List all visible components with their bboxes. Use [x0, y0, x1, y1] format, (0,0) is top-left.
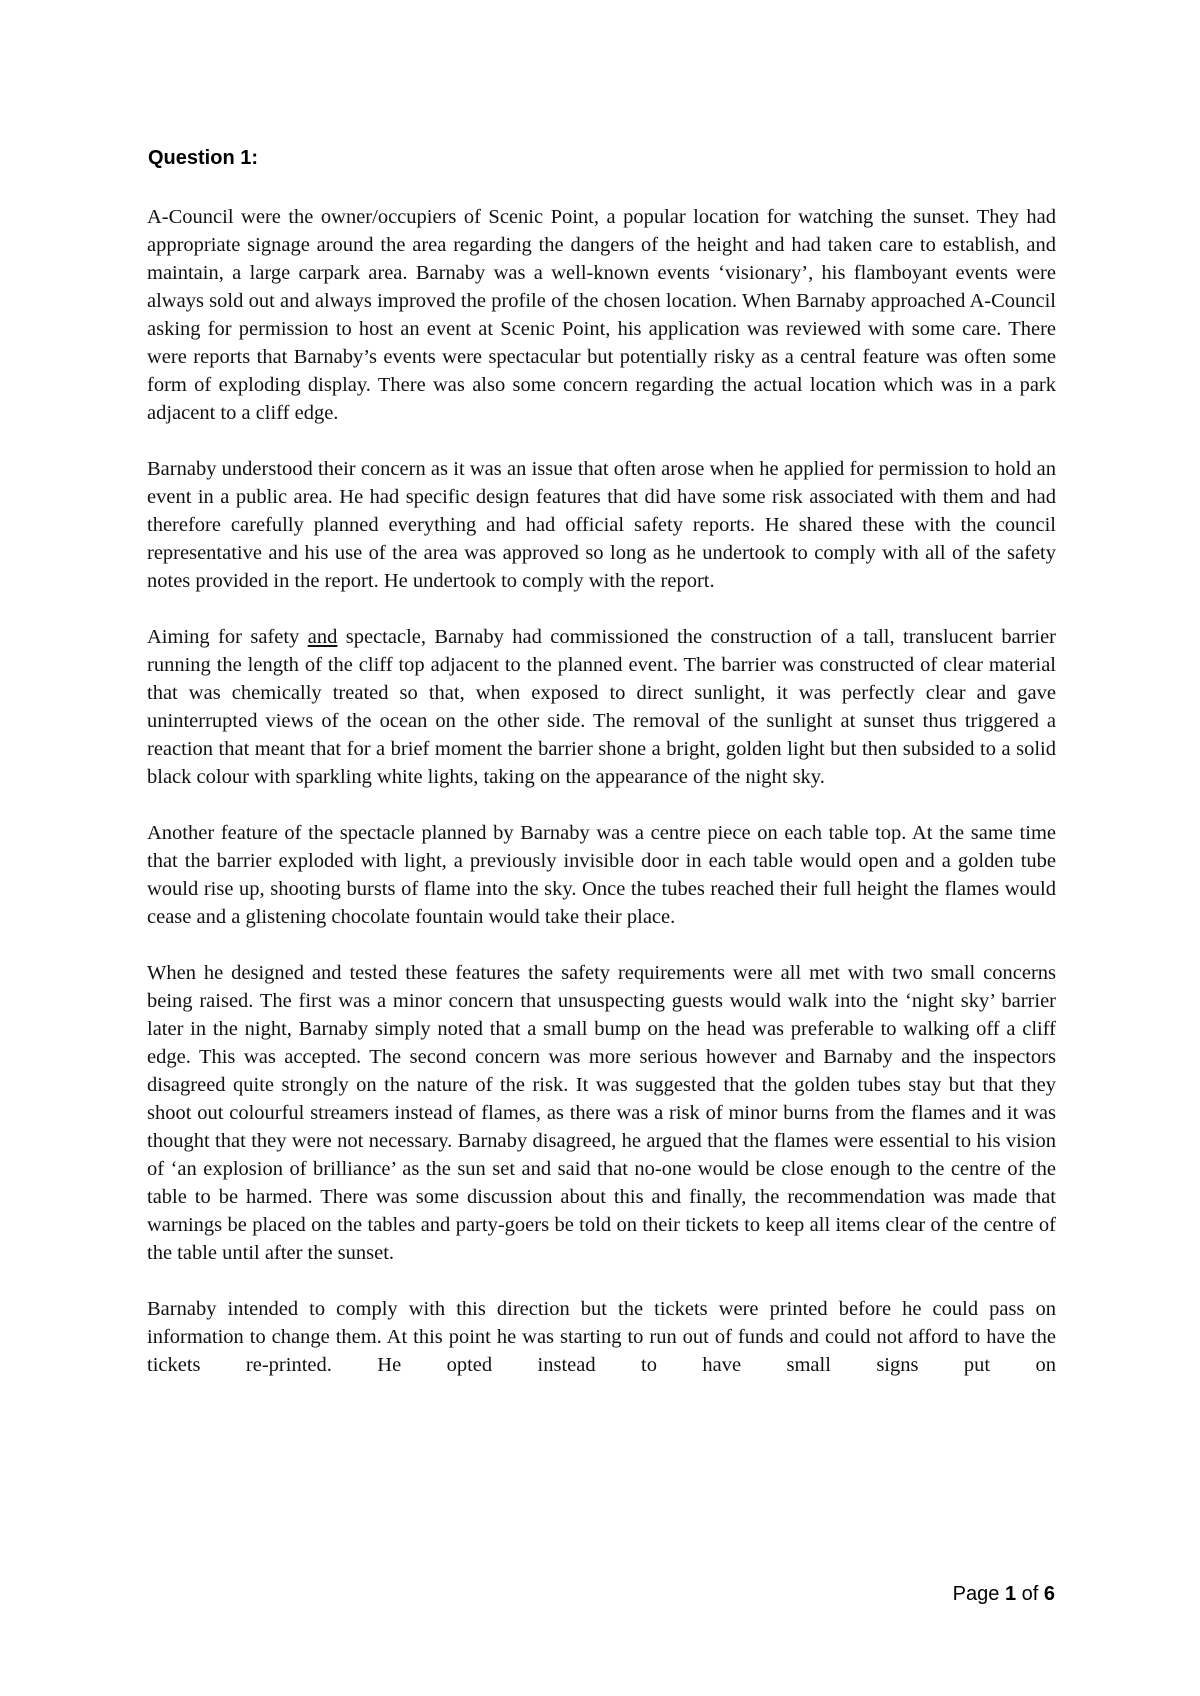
question-heading: Question 1:: [148, 147, 259, 169]
page-label: Page: [952, 1583, 1000, 1605]
current-page-number: 1: [1004, 1583, 1017, 1605]
paragraph-3: [147, 623, 1056, 791]
paragraph-3-start: Aiming for safety: [147, 626, 308, 648]
paragraph-1: A-Council were the owner/occupiers of Scenic Point, a popular location for watching the sunset. They had appropriate signage around the area regarding the dangers of the height and had taken care to establish, and maintain, a large carpark area. Barnaby was a well-known events ‘visionary’, his flamboyant events were always sold out and always improved the profile of the chosen location. When Barnaby approached A-Council asking for permission to host an event at Scenic Point, his application was reviewed with some care. There were reports that Barnaby’s events were spectacular but potentially risky as a central feature was often some form of exploding display. There was also some concern regarding the actual location which was in a park adjacent to a cliff edge.: [147, 206, 1056, 424]
of-label: of: [1021, 1583, 1039, 1605]
total-pages-number: 6: [1043, 1583, 1055, 1605]
paragraph-2: Barnaby understood their concern as it was an issue that often arose when he applied for permission to hold an event in a public area. He had specific design features that did have some risk associated with them and had therefore carefully planned everything and had official safety reports. He shared these with the council representative and his use of the area was approved so long as he undertook to comply with all of the safety notes provided in the report. He undertook to comply with the report.: [147, 458, 1056, 592]
paragraph-4: Another feature of the spectacle planned by Barnaby was a centre piece on each table top. At the same time that the barrier exploded with light, a previously invisible door in each table would open and a golden tube would rise up, shooting bursts of flame into the sky. Once the tubes reached their full height the flames would cease and a glistening chocolate fountain would take their place.: [147, 822, 1056, 928]
paragraph-5: When he designed and tested these features the safety requirements were all met with two small concerns being raised. The first was a minor concern that unsuspecting guests would walk into the ‘night sky’ barrier later in the night, Barnaby simply noted that a small bump on the head was preferable to walking off a cliff edge. This was accepted. The second concern was more serious however and Barnaby and the inspectors disagreed quite strongly on the nature of the risk. It was suggested that the golden tubes stay but that they shoot out colourful streamers instead of flames, as there was a risk of minor burns from the flames and it was thought that they were not necessary. Barnaby disagreed, he argued that the flames were essential to his vision of ‘an explosion of brilliance’ as the sun set and said that no-one would be close enough to the centre of the table to be harmed. There was some discussion about this and finally, the recommendation was made that warnings be placed on the tables and party-goers be told on their tickets to keep all items clear of the centre of the table until after the sunset.: [147, 962, 1056, 1264]
paragraph-6: Barnaby intended to comply with this direction but the tickets were printed before he could pass on information to change them. At this point he was starting to run out of funds and could not afford to have the tickets re-printed. He opted instead to have small signs put on: [147, 1298, 1056, 1376]
page-number: [953, 1583, 1055, 1606]
paragraph-3-rest: spectacle, Barnaby had commissioned the construction of a tall, translucent barrier running the length of the cliff top adjacent to the planned event. The barrier was constructed of clear material that was chemically treated so that, when exposed to direct sunlight, it was perfectly clear and gave uninterrupted views of the ocean on the other side. The removal of the sunlight at sunset thus triggered a reaction that meant that for a brief moment the barrier shone a bright, golden light but then subsided to a solid black colour with sparkling white lights, taking on the appearance of the night sky.: [147, 626, 1057, 788]
document-body: [147, 203, 1056, 1379]
underlined-word-and: and: [307, 626, 338, 648]
